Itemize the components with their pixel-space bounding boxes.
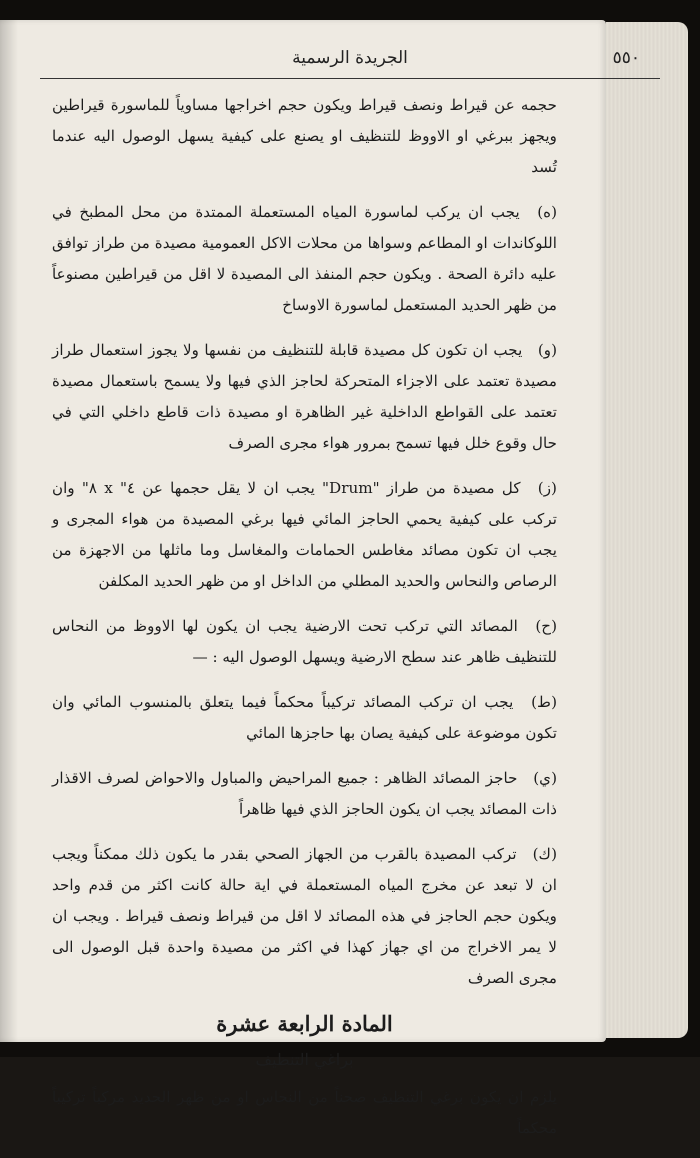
clause-text: يجب ان تركب المصائد تركيباً محكماً فيما يتعلق بالمنسوب المائي وان تكون موضوعة على كيفية يصان بها حاجزها المائي — [52, 693, 557, 742]
page-header — [40, 48, 660, 76]
clause-label: (ه) — [537, 203, 557, 221]
article-text: يلزم ان يكون برغي التنظيف صحناً من النحاس او من ظهر الحديد مركباً تركيباً محكماً — [52, 1088, 557, 1137]
article-heading: المادة الرابعة عشرة — [216, 1011, 393, 1036]
page-number: ٥٥٠ — [612, 48, 640, 68]
clause-label: (ح) — [535, 617, 558, 635]
clause-ta — [52, 687, 557, 749]
article-subheading: براغي التنظيف — [255, 1050, 354, 1069]
clause-waw — [52, 335, 557, 459]
clause-text: يجب ان يركب لماسورة المياه المستعملة الممتدة من محل المطبخ في اللوكاندات او المطاعم وسواها من محلات الاكل العمومية مصيدة من طراز توافق عليه دائرة الصحة . ويكون حجم المنفذ الى المصيدة لا اقل من قيراطين مصنوعاً من ظهر الحديد المستعمل لماسورة الاوساخ — [52, 203, 557, 314]
clause-text: المصائد التي تركب تحت الارضية يجب ان يكون لها الاووظ من النحاس للتنظيف ظاهر عند سطح الارضية ويسهل الوصول اليه : — — [52, 617, 557, 666]
clause-label: (ط) — [531, 693, 557, 711]
page-edges — [606, 22, 688, 1038]
paragraph-continuation — [52, 90, 557, 183]
clause-he — [52, 197, 557, 321]
header-rule — [40, 78, 660, 79]
running-title: الجريدة الرسمية — [292, 48, 408, 68]
clause-text: كل مصيدة من طراز "Drum" يجب ان لا يقل حجمها عن ٤" x ٨" وان تركب على كيفية يحمي الحاجز المائي فيها برغي المصيدة من هواء المجرى و يجب ان تكون مصائد مغاطس الحمامات والمغاسل وما ماثلها من الاجهزة من الرصاص والنحاس والحديد المطلي من الداخل او من ظهر الحديد المكلفن — [52, 479, 557, 590]
clause-kaf — [52, 839, 557, 994]
clause-label: (ك) — [532, 845, 557, 863]
clause-text: يجب ان تكون كل مصيدة قابلة للتنظيف من نفسها ولا يجوز استعمال طراز مصيدة تعتمد على الاجزاء المتحركة لحاجز الذي فيها ولا يسمح باستعمال مصيدة تعتمد على القواطع الداخلية غير الظاهرة او مصيدة ذات قاطع داخلي التي في حال وقوع خلل فيها تسمح بمرور هواء مجرى الصرف — [52, 341, 557, 452]
clause-zay — [52, 473, 557, 597]
spine-shadow — [0, 20, 18, 1042]
clause-ha — [52, 611, 557, 673]
clause-label: (ي) — [533, 769, 557, 787]
clause-label: (و) — [537, 341, 558, 359]
page-body — [52, 90, 557, 1158]
clause-text: تركب المصيدة بالقرب من الجهاز الصحي بقدر ما يكون ذلك ممكناً ويجب ان لا تبعد عن مخرج المياه المستعملة في اية حالة كانت اكثر من قدم واحد ويكون حجم الحاجز في هذه المصائد لا اقل من قيراط ونصف قيراط . ويجب ان لا يمر الاخراج من اي جهاز كهذا في اكثر من مصيدة واحدة قبل الوصول الى مجرى الصرف — [52, 845, 557, 987]
clause-text: حاجز المصائد الظاهر : جميع المراحيض والمباول والاحواض لصرف الاقذار ذات المصائد يجب ان يكون الحاجز الذي فيها ظاهراً — [52, 769, 557, 818]
clause-ya — [52, 763, 557, 825]
clause-label: (ز) — [537, 479, 557, 497]
paragraph-text: حجمه عن قيراط ونصف قيراط ويكون حجم اخراجها مساوياً للماسورة قيراطين ويجهز ببرغي او الاووظ للتنظيف او يصنع على كيفية يسهل الوصول اليه عندما تُسد — [52, 96, 557, 176]
